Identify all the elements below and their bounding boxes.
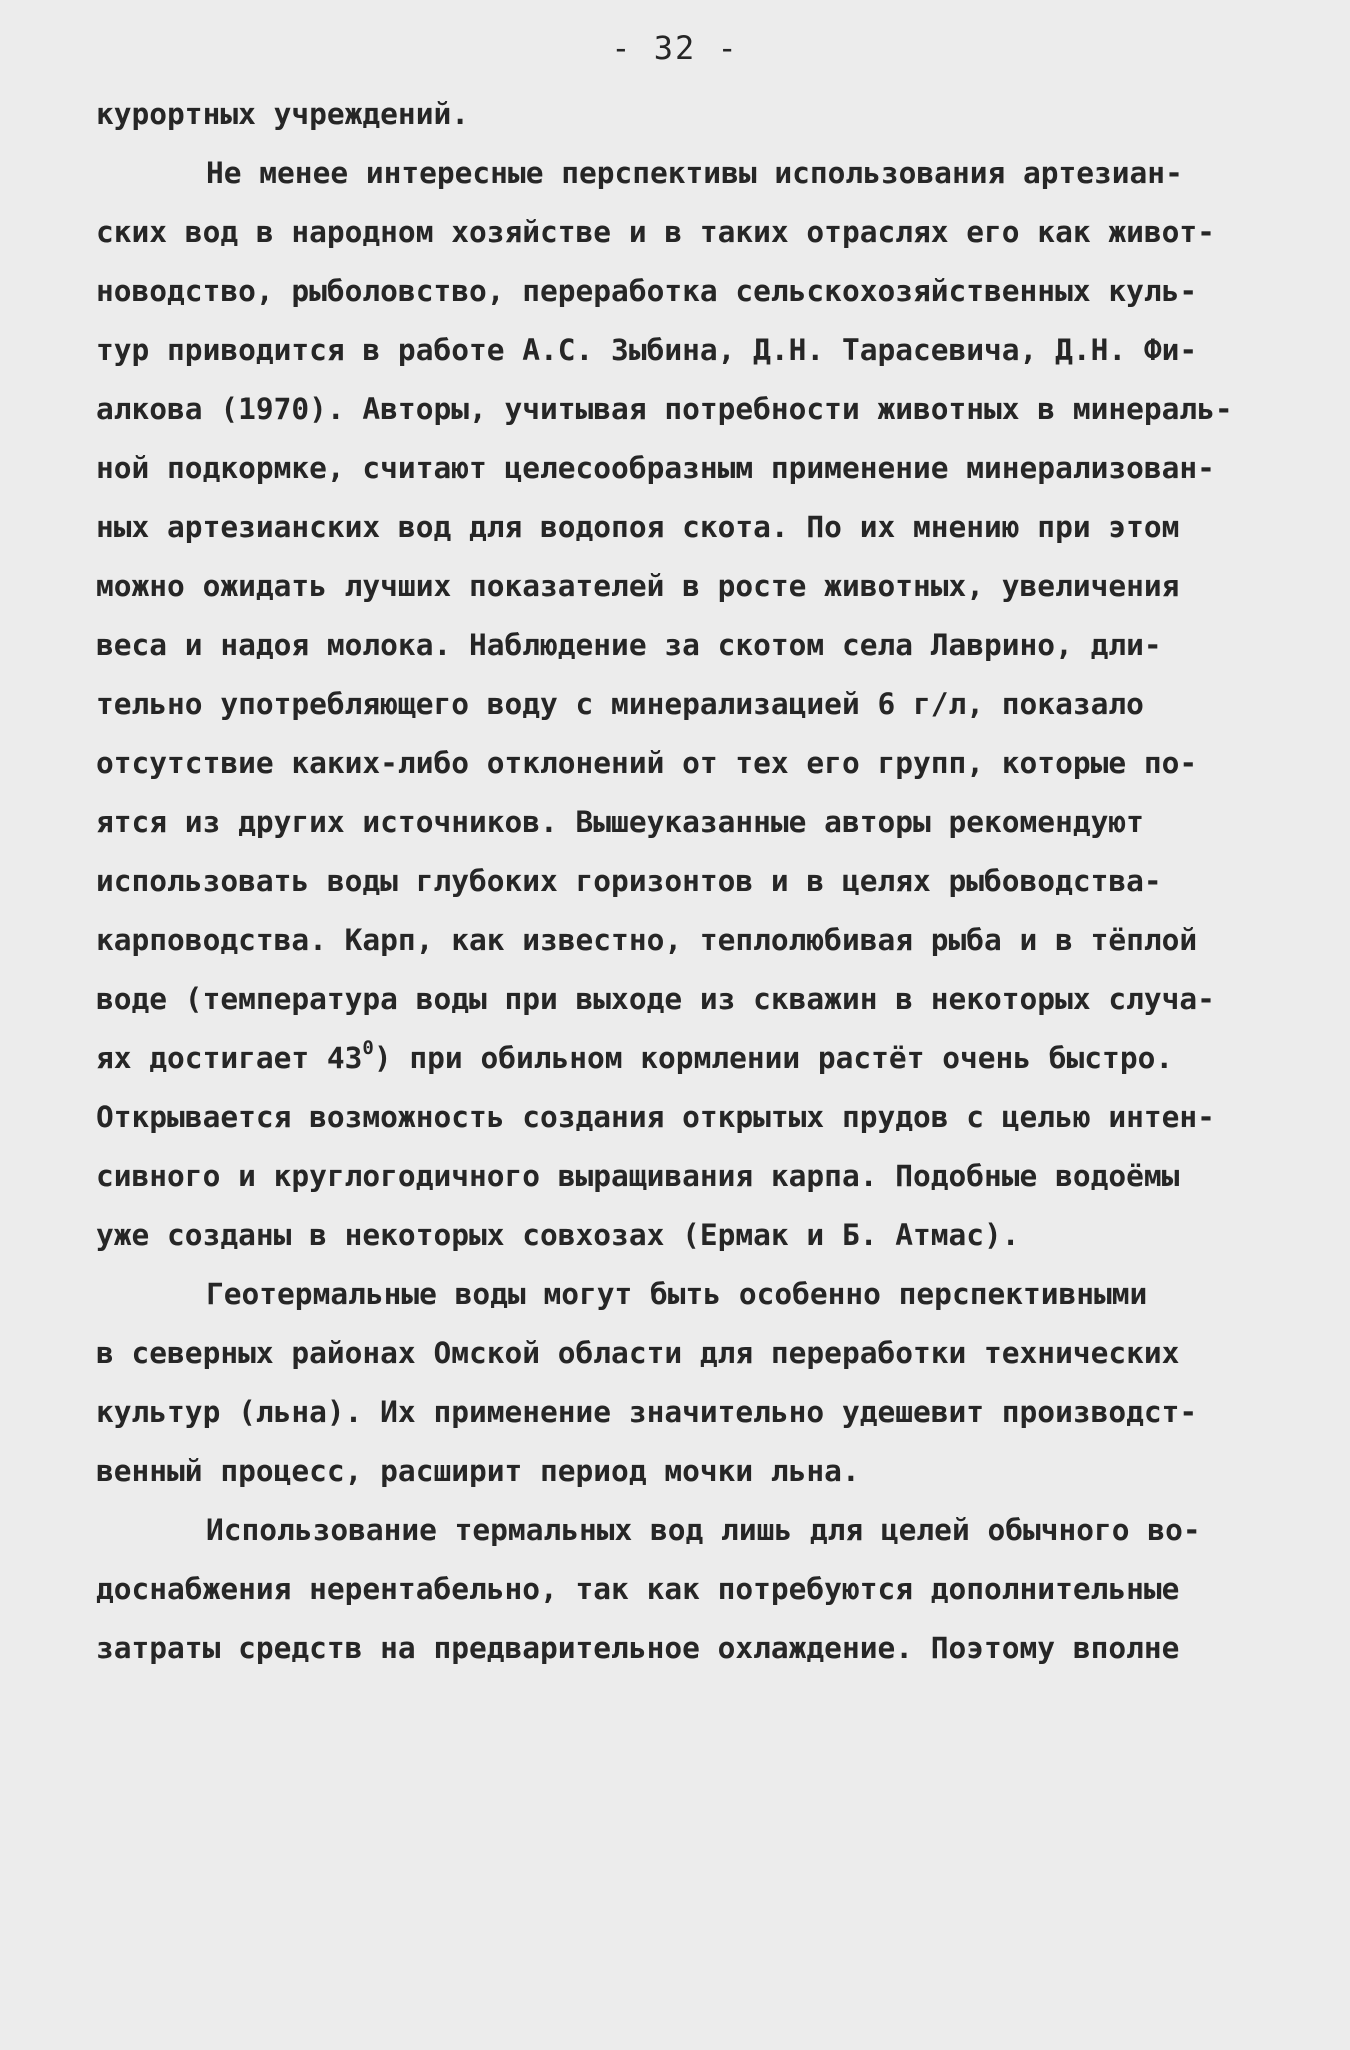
text-line: венный процесс, расширит период мочки льна. [96,1454,860,1488]
text-line: доснабжения нерентабельно, так как потребуются дополнительные [96,1572,1180,1606]
text-line: Не менее интересные перспективы использования артезиан- [206,156,1183,190]
text-line: веса и надоя молока. Наблюдение за скотом села Лаврино, дли- [96,628,1162,662]
text-line: Геотермальные воды могут быть особенно перспективными [206,1277,1148,1311]
text-line: воде (температура воды при выходе из скважин в некоторых случа- [96,982,1215,1016]
superscript: 0 [362,1037,374,1059]
text-line: тур приводится в работе А.С. Зыбина, Д.Н. Тарасевича, Д.Н. Фи- [96,333,1198,367]
text-line: алкова (1970). Авторы, учитывая потребности животных в минераль- [96,392,1233,426]
text-line: отсутствие каких-либо отклонений от тех его групп, которые по- [96,746,1198,780]
text-line [96,1029,1256,1088]
text-line: уже созданы в некоторых совхозах (Ермак и Б. Атмас). [96,1218,1020,1252]
text-line: культур (льна). Их применение значительно удешевит производст- [96,1395,1198,1429]
text-line: можно ожидать лучших показателей в росте животных, увеличения [96,569,1180,603]
text-line: использовать воды глубоких горизонтов и в целях рыбоводства- [96,864,1162,898]
text-line: ятся из других источников. Вышеуказанные авторы рекомендуют [96,805,1144,839]
text-line: ских вод в народном хозяйстве и в таких отраслях его как живот- [96,215,1215,249]
text-line: курортных учреждений. [96,97,469,131]
text-line: ных артезианских вод для водопоя скота. По их мнению при этом [96,510,1180,544]
page-number: - 32 - [611,29,739,67]
text-segment: ях достигает 43 [96,1041,363,1075]
text-line: сивного и круглогодичного выращивания карпа. Подобные водоёмы [96,1159,1180,1193]
text-line: Открывается возможность создания открытых прудов с целью интен- [96,1100,1215,1134]
body-text [96,85,1256,1678]
text-segment: ) при обильном кормлении растёт очень быстро. [373,1041,1174,1075]
text-line: ной подкормке, считают целесообразным применение минерализован- [96,451,1215,485]
text-line: тельно употребляющего воду с минерализацией 6 г/л, показало [96,687,1144,721]
text-line: в северных районах Омской области для переработки технических [96,1336,1180,1370]
text-line: новодство, рыболовство, переработка сельскохозяйственных куль- [96,274,1198,308]
text-line: карповодства. Карп, как известно, теплолюбивая рыба и в тёплой [96,923,1198,957]
text-line: Использование термальных вод лишь для целей обычного во- [206,1513,1201,1547]
text-line: затраты средств на предварительное охлаждение. Поэтому вполне [96,1631,1180,1665]
